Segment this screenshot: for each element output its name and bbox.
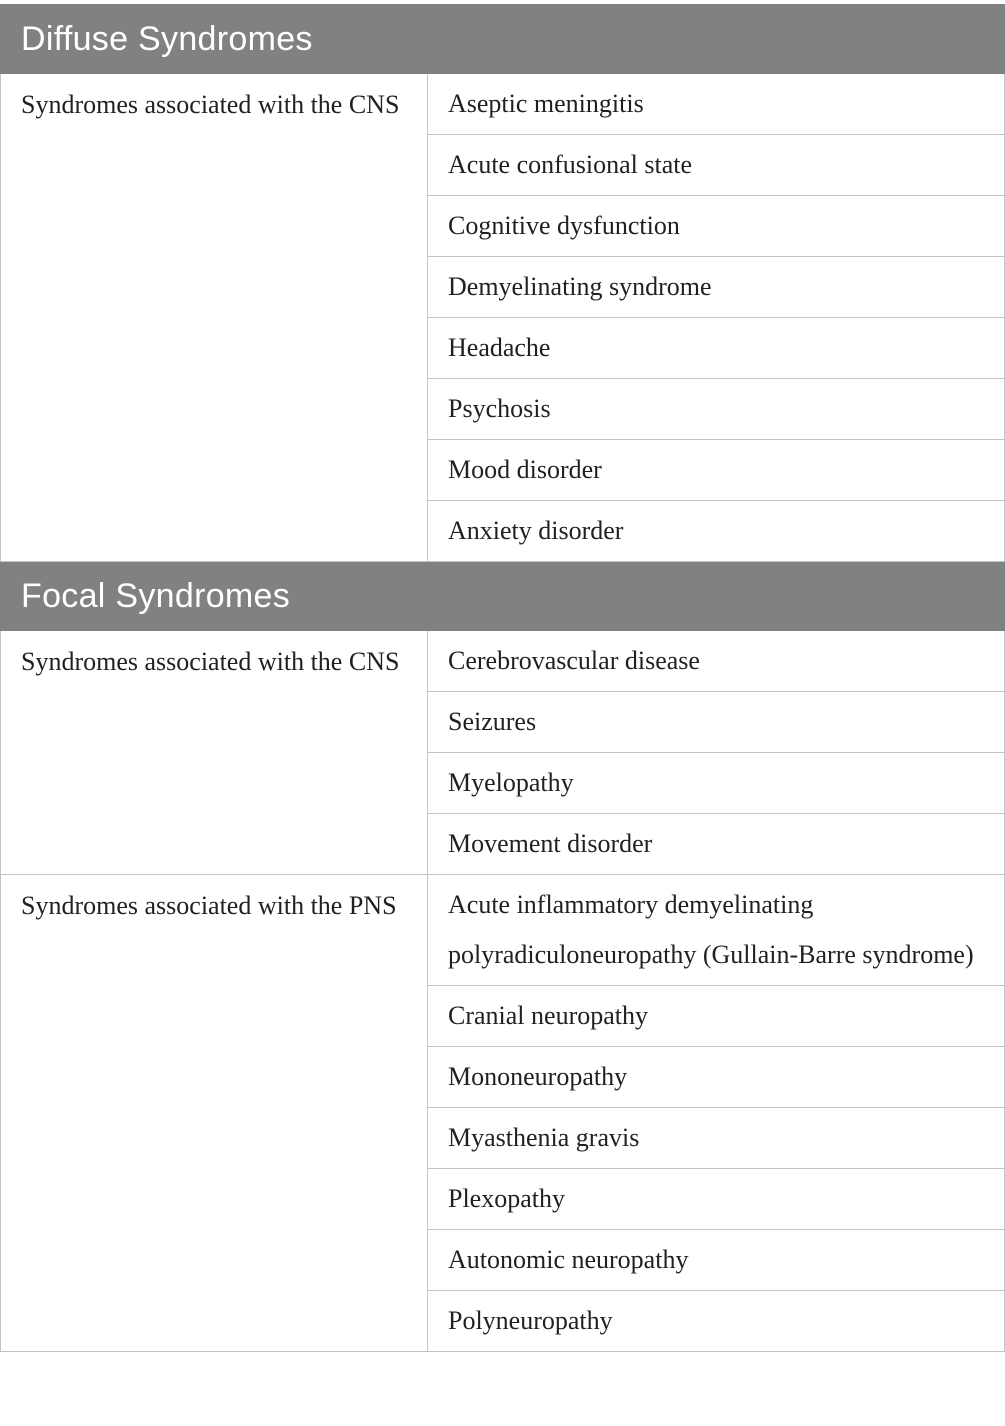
section-header-row-focal bbox=[1, 562, 1005, 631]
syndrome-item: Aseptic meningitis bbox=[428, 74, 1005, 135]
syndrome-item: Mood disorder bbox=[428, 440, 1005, 501]
syndrome-item: Plexopathy bbox=[428, 1169, 1005, 1230]
section-header-row-diffuse bbox=[1, 5, 1005, 74]
category-focal-cns: Syndromes associated with the CNS bbox=[1, 631, 428, 875]
syndrome-item: Myelopathy bbox=[428, 753, 1005, 814]
syndrome-item: Headache bbox=[428, 318, 1005, 379]
syndrome-item: Anxiety disorder bbox=[428, 501, 1005, 562]
table-row bbox=[1, 875, 1005, 986]
syndrome-item: Acute confusional state bbox=[428, 135, 1005, 196]
syndrome-item: Psychosis bbox=[428, 379, 1005, 440]
syndrome-item: Myasthenia gravis bbox=[428, 1108, 1005, 1169]
syndrome-item: Seizures bbox=[428, 692, 1005, 753]
syndrome-item: Cranial neuropathy bbox=[428, 986, 1005, 1047]
syndrome-item: Cerebrovascular disease bbox=[428, 631, 1005, 692]
section-title-focal: Focal Syndromes bbox=[1, 562, 1005, 631]
syndrome-item: Cognitive dysfunction bbox=[428, 196, 1005, 257]
syndrome-item: Autonomic neuropathy bbox=[428, 1230, 1005, 1291]
syndrome-item: Mononeuropathy bbox=[428, 1047, 1005, 1108]
syndrome-item: Polyneuropathy bbox=[428, 1291, 1005, 1352]
section-title-diffuse: Diffuse Syndromes bbox=[1, 5, 1005, 74]
syndrome-item: Movement disorder bbox=[428, 814, 1005, 875]
category-diffuse-cns: Syndromes associated with the CNS bbox=[1, 74, 428, 562]
syndromes-table bbox=[0, 4, 1005, 1352]
syndrome-item: Demyelinating syndrome bbox=[428, 257, 1005, 318]
category-focal-pns: Syndromes associated with the PNS bbox=[1, 875, 428, 1352]
syndromes-table-body bbox=[1, 5, 1005, 1352]
table-row bbox=[1, 631, 1005, 692]
syndrome-item: Acute inflammatory demyelinating polyradiculoneuropathy (Gullain-Barre syndrome) bbox=[428, 875, 1005, 986]
table-row bbox=[1, 74, 1005, 135]
